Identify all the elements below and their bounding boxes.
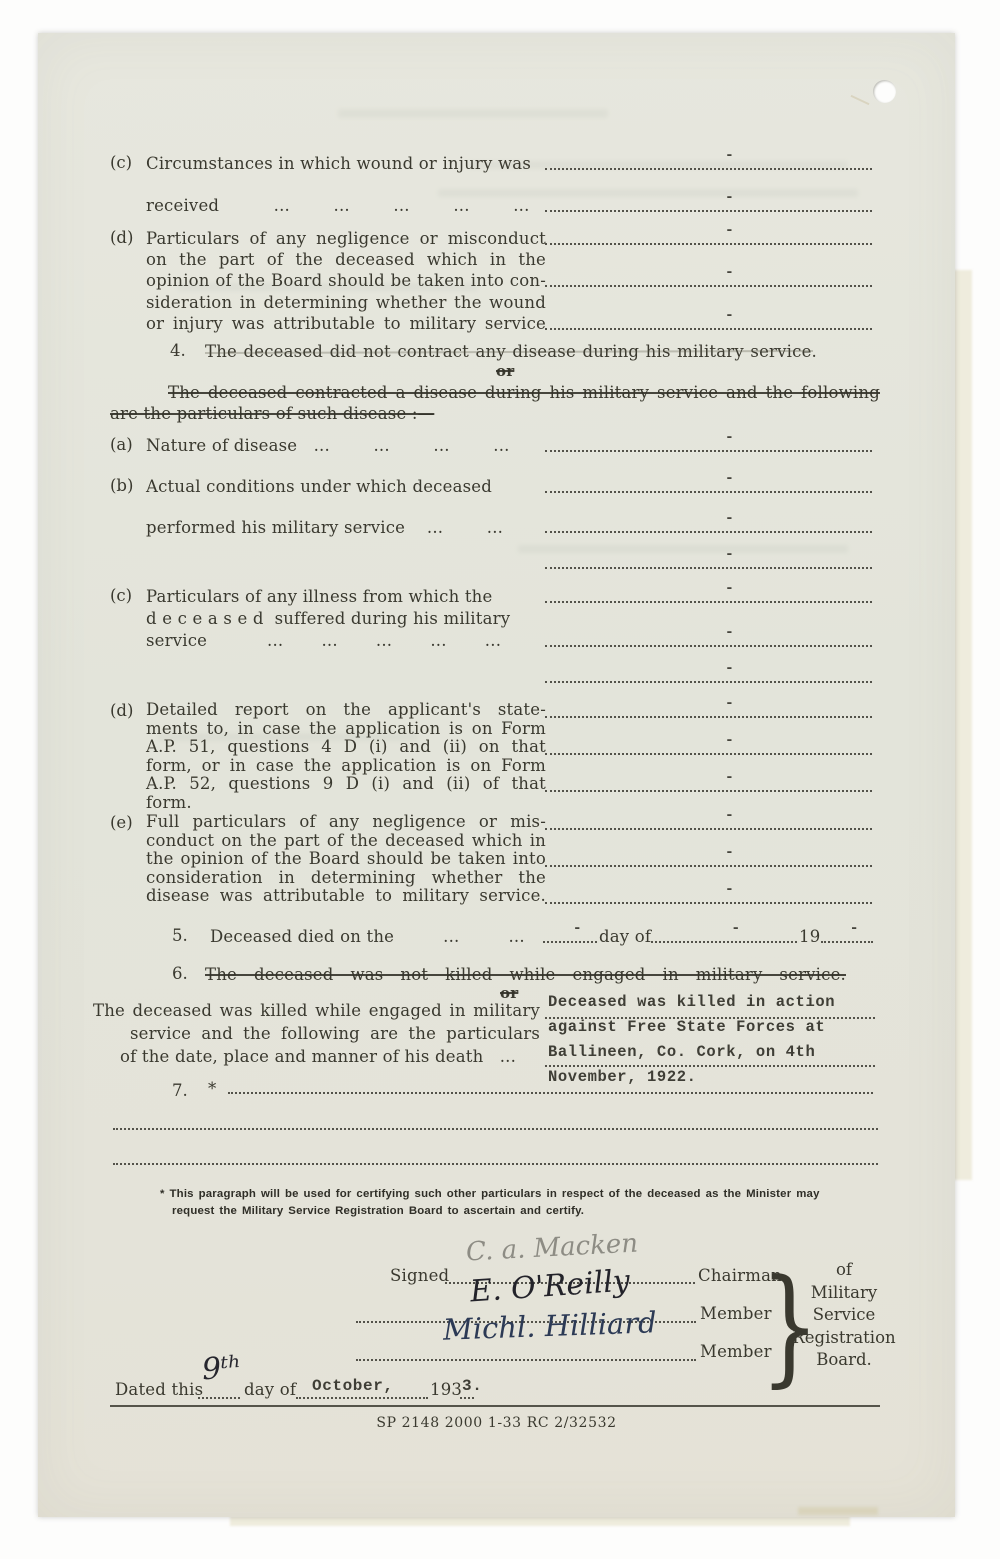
q6-struck-option: The deceased was not killed while engaged in military service. (205, 965, 846, 984)
q4c-label-line2: d e c e a s e d suffered during his military (146, 609, 511, 628)
chairman-label: Chairman (698, 1266, 782, 1285)
q3d-label-line: or injury was attributable to military service (146, 314, 546, 333)
q4e-label-line: disease was attributable to military service. (146, 886, 546, 905)
item-number-4: 4. (170, 341, 186, 360)
q4-struck-option-line2: are the particulars of such disease :— (110, 404, 435, 423)
q6-label-line: of the date, place and manner of his death ... (120, 1047, 517, 1066)
typed-answer-line: Deceased was killed in action (548, 993, 836, 1011)
typed-answer-line: against Free State Forces at (548, 1018, 826, 1036)
q4a-label: Nature of disease ... ... ... ... (146, 436, 510, 455)
typed-dash: - (724, 189, 734, 206)
item-number-7: 7. (172, 1081, 188, 1100)
typed-answer-line: November, 1922. (548, 1068, 697, 1086)
q3c-label-line1: Circumstances in which wound or injury was (146, 154, 531, 173)
or-separator: or (500, 984, 519, 1002)
footnote-line2: request the Military Service Registration Board to ascertain and certify. (172, 1205, 585, 1217)
show-through-smudge (338, 109, 608, 118)
q3d-label-line: on the part of the deceased which in the (146, 250, 546, 269)
typed-dash: - (724, 222, 734, 239)
q4c-label-line1: Particulars of any illness from which the (146, 587, 493, 606)
answer-line (545, 769, 872, 792)
answer-line (545, 470, 872, 493)
answer-line (545, 807, 872, 830)
q4b-label-line2: performed his military service ... ... (146, 518, 504, 537)
q4d-label-line: form, or in case the application is on Form (146, 756, 546, 775)
q4-struck-option-line1: The deceased contracted a disease during his military service and the following (168, 383, 880, 402)
answer-line (545, 307, 872, 330)
blank-line (228, 1076, 873, 1094)
typed-dash: - (724, 546, 734, 563)
typed-dash: - (724, 470, 734, 487)
q4-kept-option: The deceased did not contract any disease during his military service. (205, 342, 817, 361)
q3d-label-line: opinion of the Board should be taken into con- (146, 271, 546, 290)
paper-tear (851, 95, 870, 105)
answer-line (545, 510, 872, 533)
typed-dash: - (724, 510, 734, 527)
typed-dash: - (572, 920, 582, 937)
q5-day-of: day of (599, 927, 652, 946)
document-page (38, 33, 955, 1517)
board-title-line: Board. (816, 1350, 872, 1369)
typed-dash: - (724, 881, 734, 898)
or-separator: or (496, 362, 515, 380)
item-number-6: 6. (172, 964, 188, 983)
signature-line-member2 (356, 1343, 696, 1361)
answer-line (545, 429, 872, 452)
footer-print-code: SP 2148 2000 1-33 RC 2/32532 (376, 1415, 617, 1431)
blank-line (113, 1112, 878, 1130)
item-marker-e: (e) (110, 813, 133, 832)
typed-dash: - (724, 769, 734, 786)
typed-dash: - (724, 429, 734, 446)
q3d-label-line: sideration in determining whether the wound (146, 293, 546, 312)
signature-member1: E. O'Reilly (468, 1263, 631, 1310)
typed-dash: - (731, 920, 741, 937)
date-blank-year (821, 920, 873, 943)
board-title-line: Military (810, 1282, 878, 1302)
edge-stain (798, 1507, 878, 1515)
q4e-label-line: conduct on the part of the deceased which in (146, 831, 546, 850)
item-marker-d: (d) (110, 228, 134, 247)
footer-rule (110, 1405, 880, 1407)
blank-line (113, 1147, 878, 1165)
signature-member2: Michl. Hilliard (442, 1305, 658, 1347)
typed-dash: - (724, 264, 734, 281)
q4d-label-line: form. (146, 793, 192, 812)
q4e-label-line: the opinion of the Board should be taken into (146, 849, 546, 868)
punch-hole (873, 80, 896, 103)
dated-year-typed: 3. (462, 1377, 483, 1395)
q3c-label-line2: received ... ... ... ... ... (146, 196, 530, 215)
q6-label-line: The deceased was killed while engaged in military (93, 1001, 540, 1020)
q4b-label-line1: Actual conditions under which deceased (146, 477, 493, 496)
board-brace: } (760, 1251, 820, 1400)
footnote-line1: * This paragraph will be used for certifying such other particulars in respect of the deceased as the Minister may (160, 1188, 820, 1200)
q5-year-prefix: 19 (799, 927, 821, 946)
member-label: Member (700, 1304, 772, 1323)
member-label: Member (700, 1342, 772, 1361)
item-marker-b: (b) (110, 476, 134, 495)
dated-prefix: Dated this (115, 1380, 204, 1399)
typed-dash: - (724, 307, 734, 324)
typed-dash: - (724, 844, 734, 861)
typed-dash: - (849, 920, 859, 937)
typed-dash: - (724, 147, 734, 164)
q4d-label-line: A.P. 51, questions 4 D (i) and (ii) on that (146, 737, 546, 756)
answer-line (545, 660, 872, 683)
answer-line (545, 844, 872, 867)
dated-month-typed: October, (312, 1377, 394, 1395)
item-number-5: 5. (172, 926, 188, 945)
answer-line (545, 264, 872, 287)
answer-line (545, 732, 872, 755)
signed-label: Signed (390, 1266, 450, 1285)
q4e-label-line: consideration in determining whether the (146, 868, 546, 887)
dated-day-of: day of (244, 1380, 297, 1399)
dated-day-handwritten: 9ᵗʰ (200, 1349, 243, 1388)
q5-label: Deceased died on the ... ... (210, 927, 525, 946)
answer-line (545, 147, 872, 170)
answer-line (545, 546, 872, 569)
answer-line (545, 881, 872, 904)
q3d-label-line: Particulars of any negligence or misconduct (146, 229, 546, 248)
under-sheet-edge (952, 270, 972, 1180)
item-marker-a: (a) (110, 435, 133, 454)
signature-chairman: C. a. Macken (465, 1228, 639, 1268)
answer-line (545, 580, 872, 603)
footnote-asterisk: * (208, 1079, 217, 1098)
date-blank-day (543, 920, 597, 943)
board-title-line: of (835, 1260, 853, 1279)
board-title-line: Service (812, 1305, 876, 1324)
typed-dash: - (724, 624, 734, 641)
typed-dash: - (724, 807, 734, 824)
typed-dash: - (724, 732, 734, 749)
q4d-label-line: A.P. 52, questions 9 D (i) and (ii) of that (146, 774, 546, 793)
typed-dash: - (724, 580, 734, 597)
answer-line (545, 695, 872, 718)
board-title-line: Registration (792, 1327, 896, 1347)
q4d-label-line: Detailed report on the applicant's state- (146, 700, 546, 719)
under-sheet-edge-bottom (230, 1516, 850, 1526)
typed-dash: - (724, 660, 734, 677)
answer-line (545, 222, 872, 245)
board-title (780, 1259, 908, 1372)
answer-line (545, 189, 872, 212)
q4d-label-line: ments to, in case the application is on Form (146, 719, 546, 738)
typed-answer-line: Ballineen, Co. Cork, on 4th (548, 1043, 816, 1061)
date-blank-month (651, 920, 797, 943)
item-marker-c: (c) (110, 153, 133, 172)
q6-label-line: service and the following are the particulars (130, 1024, 540, 1043)
typed-dash: - (724, 695, 734, 712)
dated-year-printed: 193 (430, 1380, 463, 1399)
item-marker-c2: (c) (110, 586, 133, 605)
item-marker-d2: (d) (110, 701, 134, 720)
q4e-label-line: Full particulars of any negligence or mis- (146, 812, 546, 831)
answer-line (545, 624, 872, 647)
q4c-label-line3: service ... ... ... ... ... (146, 631, 502, 650)
